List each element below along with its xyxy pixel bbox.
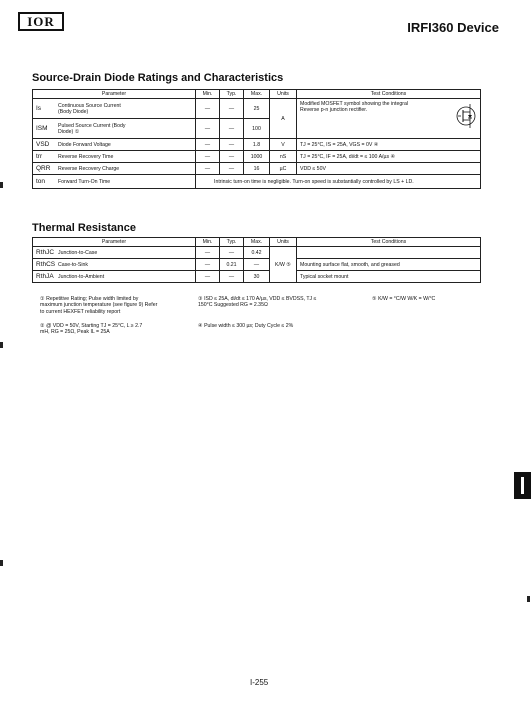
symbol: ISM [36, 124, 48, 132]
note-1: ① Repetitive Rating; Pulse width limited by maximum junction temperature (see figure 9) Refer to current HEXFET reliability report [40, 296, 158, 315]
table-header-row [33, 238, 481, 247]
min-cell: — [196, 151, 220, 163]
table-row [33, 139, 481, 151]
cond-cell: VDD ≤ 50V [297, 163, 481, 175]
typ-cell: — [220, 151, 244, 163]
typ-cell: — [220, 163, 244, 175]
header-max: Max. [244, 238, 270, 247]
margin-mark [0, 342, 3, 348]
max-cell: 1.8 [244, 139, 270, 151]
param-cell [33, 163, 196, 175]
header-parameter: Parameter [33, 238, 196, 247]
typ-cell: — [220, 247, 244, 259]
param-text: Reverse Recovery Time [58, 154, 114, 160]
cond-cell: Intrinsic turn-on time is negligible. Turn-on speed is substantially controlled by LS + LD. [196, 175, 481, 189]
symbol: Is [36, 104, 42, 112]
table-row [33, 271, 481, 283]
param-cell [33, 259, 196, 271]
unit-cell: nS [270, 151, 297, 163]
note-2: ② @ VDD = 50V, Starting TJ = 25°C, L ≥ 2.7 mH, RG = 25Ω, Peak IL = 25A [40, 323, 143, 336]
min-cell: — [196, 119, 220, 139]
section-tab-marker [514, 472, 531, 499]
max-cell: 1000 [244, 151, 270, 163]
cond-cell: TJ = 25°C, IS = 25A, VGS = 0V ④ [297, 139, 481, 151]
table-row [33, 99, 481, 119]
symbol: RthJC [36, 249, 55, 256]
table-row [33, 247, 481, 259]
param-cell [33, 139, 196, 151]
header-test-conditions: Test Conditions [297, 90, 481, 99]
cond-cell [297, 247, 481, 259]
max-cell: 0.42 [244, 247, 270, 259]
param-text: Diode Forward Voltage [58, 142, 111, 148]
unit-cell: V [270, 139, 297, 151]
cond-cell: Mounting surface flat, smooth, and greased [297, 259, 481, 271]
header-min: Min. [196, 238, 220, 247]
shared-unit-cell: K/W ⑤ [270, 247, 297, 283]
table-row [33, 151, 481, 163]
param-text: Continuous Source Current (Body Diode) [58, 102, 121, 115]
table-row [33, 175, 481, 189]
header-max: Max. [244, 90, 270, 99]
param-text: Case-to-Sink [58, 262, 88, 268]
min-cell: — [196, 139, 220, 151]
symbol: RthCS [36, 261, 56, 268]
ior-logo: IOR [18, 12, 64, 31]
param-cell [33, 175, 196, 189]
note-5: ⑤ K/W = °C/W W/K = W/°C [372, 296, 436, 302]
unit-cell: µC [270, 163, 297, 175]
typ-cell: 0.21 [220, 259, 244, 271]
param-text: Junction-to-Ambient [58, 274, 105, 280]
header-typ: Typ. [220, 90, 244, 99]
header-units: Units [270, 90, 297, 99]
min-cell: — [196, 99, 220, 119]
table-row [33, 163, 481, 175]
mosfet-symbol-icon [454, 101, 478, 131]
typ-cell: — [220, 139, 244, 151]
diode-table [32, 89, 481, 189]
max-cell: — [244, 259, 270, 271]
param-cell [33, 99, 196, 119]
param-text: Forward Turn-On Time [58, 179, 111, 185]
header-parameter: Parameter [33, 90, 196, 99]
typ-cell: — [220, 99, 244, 119]
min-cell: — [196, 247, 220, 259]
device-title: IRFI360 Device [407, 20, 499, 35]
thermal-table [32, 237, 481, 283]
page-number: I-255 [250, 678, 269, 687]
note-4: ④ Pulse width ≤ 300 µs; Duty Cycle ≤ 2% [198, 323, 294, 329]
margin-mark [0, 560, 3, 566]
header-min: Min. [196, 90, 220, 99]
shared-cond-text: Modified MOSFET symbol showing the integral Reverse p-n junction rectifier. [300, 101, 409, 113]
min-cell: — [196, 271, 220, 283]
symbol: trr [36, 153, 43, 160]
header-typ: Typ. [220, 238, 244, 247]
header-units: Units [270, 238, 297, 247]
typ-cell: — [220, 271, 244, 283]
thermal-section-title: Thermal Resistance [32, 222, 136, 234]
margin-mark [0, 182, 3, 188]
max-cell: 16 [244, 163, 270, 175]
shared-cond-cell [297, 99, 481, 139]
max-cell: 30 [244, 271, 270, 283]
symbol: QRR [36, 165, 51, 172]
param-text: Pulsed Source Current (Body Diode) ① [58, 122, 126, 135]
max-cell: 25 [244, 99, 270, 119]
param-text: Junction-to-Case [58, 250, 98, 256]
param-cell [33, 151, 196, 163]
max-cell: 100 [244, 119, 270, 139]
cond-cell: TJ = 25°C, IF = 25A, di/dt = ≤ 100 A/µs ④ [297, 151, 481, 163]
note-3: ③ ISD ≤ 25A, di/dt ≤ 170 A/µs, VDD ≤ BVDSS, TJ ≤ 150°C Suggested RG = 2.35Ω [198, 296, 317, 309]
cond-cell: Typical socket mount [297, 271, 481, 283]
param-cell [33, 247, 196, 259]
diode-section-title: Source-Drain Diode Ratings and Characteristics [32, 72, 284, 84]
min-cell: — [196, 259, 220, 271]
table-header-row [33, 90, 481, 99]
param-cell [33, 271, 196, 283]
margin-mark [527, 596, 530, 602]
symbol: ton [36, 178, 46, 185]
typ-cell: — [220, 119, 244, 139]
symbol: VSD [36, 141, 50, 148]
header-test-conditions: Test Conditions [297, 238, 481, 247]
table-row [33, 259, 481, 271]
symbol: RthJA [36, 273, 54, 280]
min-cell: — [196, 163, 220, 175]
param-cell [33, 119, 196, 139]
shared-unit-cell: A [270, 99, 297, 139]
param-text: Reverse Recovery Charge [58, 166, 120, 172]
